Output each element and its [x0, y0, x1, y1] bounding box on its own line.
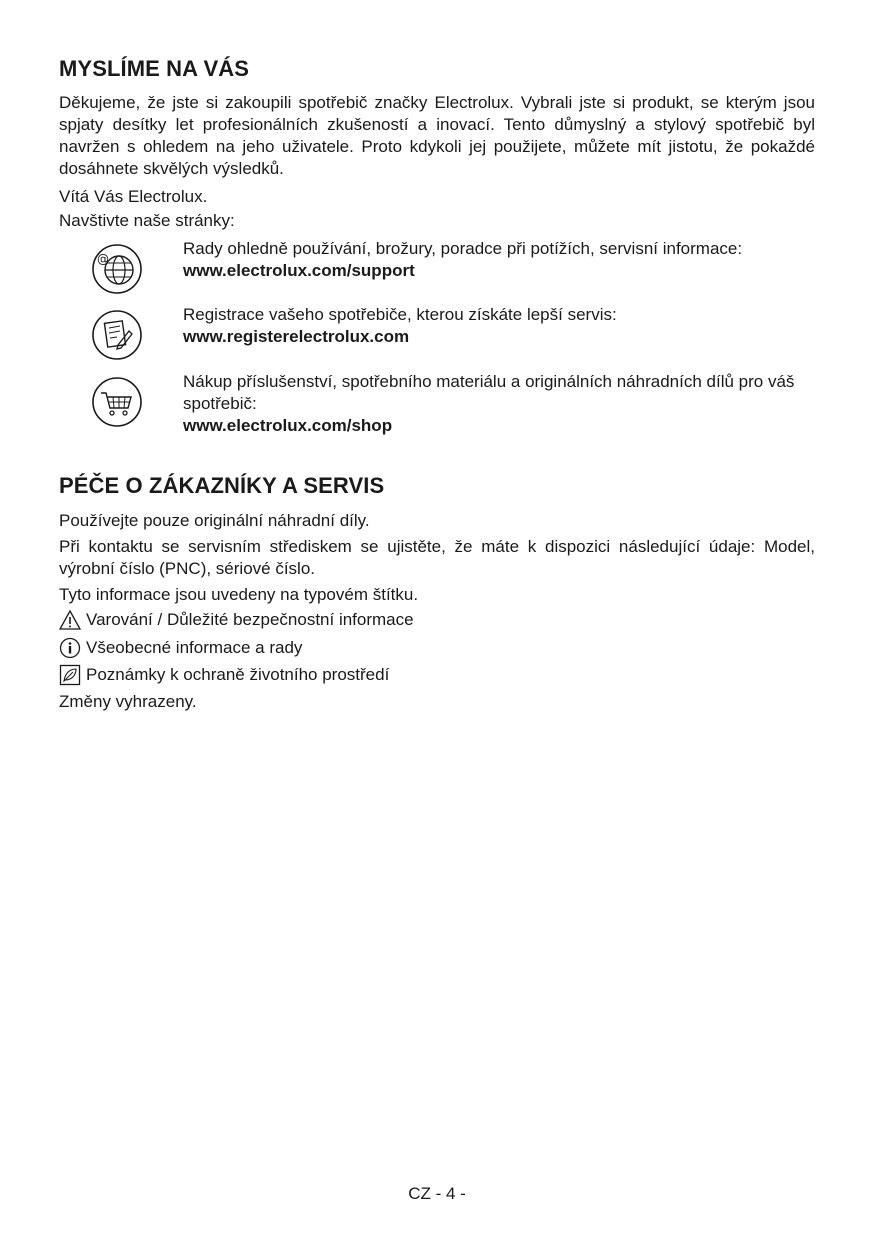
info-legend — [59, 637, 302, 659]
shop-link-description: Nákup příslušenství, spotřebního materiálu a originálních náhradních dílů pro váš spotřebič: — [183, 372, 795, 413]
registration-link-description: Registrace vašeho spotřebiče, kterou získáte lepší servis: — [183, 305, 617, 324]
environment-legend — [59, 664, 389, 686]
support-link-url[interactable]: www.electrolux.com/support — [183, 261, 415, 280]
shop-link-url[interactable]: www.electrolux.com/shop — [183, 416, 393, 435]
svg-text:@: @ — [97, 252, 109, 266]
environment-legend-text: Poznámky k ochraně životního prostředí — [86, 665, 390, 684]
care-line-original-parts: Používejte pouze originální náhradní díly. — [59, 511, 370, 530]
care-line-rating-plate: Tyto informace jsou uvedeny na typovém štítku. — [59, 585, 419, 604]
page-number: CZ - 4 - — [408, 1184, 466, 1203]
registration-link-url[interactable]: www.registerelectrolux.com — [183, 327, 410, 346]
environment-icon — [59, 664, 81, 686]
globe-icon — [91, 243, 143, 295]
warning-legend — [59, 609, 414, 631]
care-line-contact-info: Při kontaktu se servisním střediskem se ujistěte, že máte k dispozici následující údaje: Model, výrobní číslo (PNC), sériové číslo. — [59, 537, 815, 578]
section-title-thinking-of-you: MYSLÍME NA VÁS — [59, 56, 250, 81]
info-icon — [59, 637, 81, 659]
warning-icon — [59, 609, 81, 631]
support-link-description: Rady ohledně používání, brožury, poradce při potížích, servisní informace: — [183, 239, 743, 258]
shopping-cart-icon — [91, 376, 143, 428]
section-title-customer-care: PÉČE O ZÁKAZNÍKY A SERVIS — [59, 473, 385, 498]
visit-text: Navštivte naše stránky: — [59, 211, 235, 230]
intro-paragraph: Děkujeme, že jste si zakoupili spotřebič značky Electrolux. Vybrali jste si produkt, se kterým jsou spjaty desítky let profesionálních zkušeností a inovací. Tento důmyslný a stylový spotřebič byl navržen s ohledem na jeho uživatele. Proto kdykoli jej použijete, můžete mít jistotu, že pokaždé dosáhnete skvělých výsledků. — [59, 93, 815, 178]
info-legend-text: Všeobecné informace a rady — [86, 638, 303, 657]
warning-legend-text: Varování / Důležité bezpečnostní informace — [86, 610, 414, 629]
welcome-text: Vítá Vás Electrolux. — [59, 187, 208, 206]
changes-reserved-text: Změny vyhrazeny. — [59, 692, 197, 711]
registration-icon — [91, 309, 143, 361]
